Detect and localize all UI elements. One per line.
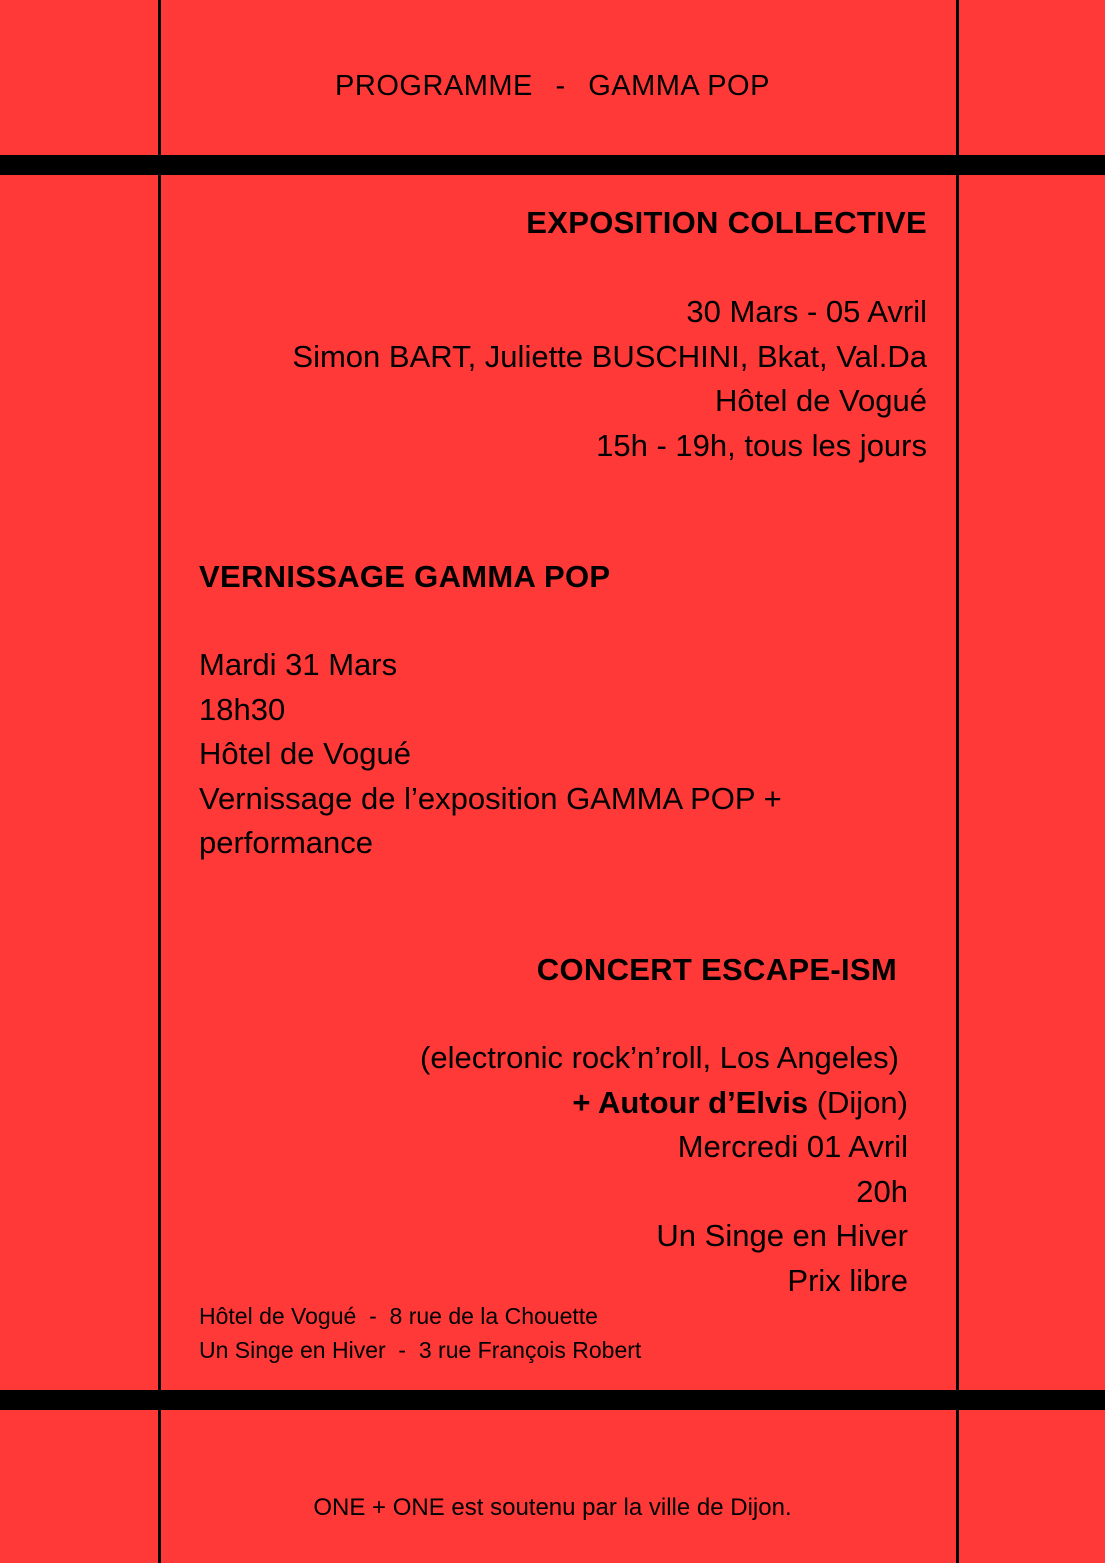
concert-support-city: (Dijon) bbox=[816, 1084, 908, 1120]
exposition-details bbox=[292, 290, 927, 468]
page-header bbox=[0, 70, 1105, 103]
exposition-venue: Hôtel de Vogué bbox=[714, 383, 927, 418]
vernissage-description-cont: performance bbox=[199, 825, 374, 860]
header-gamma-pop: GAMMA POP bbox=[588, 70, 770, 102]
header-programme: PROGRAMME bbox=[335, 70, 533, 102]
concert-support bbox=[420, 1081, 908, 1126]
concert-support-band: + Autour d’Elvis bbox=[572, 1084, 809, 1120]
concert-title: CONCERT ESCAPE-ISM bbox=[536, 952, 897, 987]
exposition-hours: 15h - 19h, tous les jours bbox=[596, 427, 927, 463]
top-horizontal-bar bbox=[0, 155, 1105, 175]
exposition-title: EXPOSITION COLLECTIVE bbox=[526, 205, 927, 240]
bottom-horizontal-bar bbox=[0, 1390, 1105, 1410]
left-vertical-rule bbox=[158, 0, 161, 1563]
concert-details bbox=[420, 1036, 908, 1303]
address-hotel-de-vogue: Hôtel de Vogué - 8 rue de la Chouette bbox=[199, 1303, 598, 1329]
exposition-artists: Simon BART, Juliette BUSCHINI, Bkat, Val.Da bbox=[292, 338, 927, 374]
concert-time: 20h bbox=[856, 1173, 908, 1209]
concert-price: Prix libre bbox=[787, 1262, 908, 1298]
address-un-singe-en-hiver: Un Singe en Hiver - 3 rue François Robert bbox=[199, 1337, 642, 1363]
right-vertical-rule bbox=[956, 0, 959, 1563]
address-list bbox=[199, 1299, 641, 1367]
header-separator: - bbox=[555, 70, 566, 102]
exposition-dates: 30 Mars - 05 Avril bbox=[686, 294, 927, 329]
concert-date: Mercredi 01 Avril bbox=[677, 1129, 908, 1164]
footer-sponsor-text: ONE + ONE est soutenu par la ville de Dijon. bbox=[313, 1494, 792, 1521]
concert-venue: Un Singe en Hiver bbox=[656, 1218, 908, 1253]
vernissage-venue: Hôtel de Vogué bbox=[199, 736, 412, 771]
vernissage-description: Vernissage de l’exposition GAMMA POP + bbox=[199, 780, 782, 816]
vernissage-title: VERNISSAGE GAMMA POP bbox=[199, 559, 611, 594]
concert-genre: (electronic rock’n’roll, Los Angeles) bbox=[420, 1040, 899, 1075]
vernissage-date: Mardi 31 Mars bbox=[199, 647, 398, 682]
vernissage-details bbox=[199, 643, 782, 866]
vernissage-time: 18h30 bbox=[199, 691, 286, 727]
